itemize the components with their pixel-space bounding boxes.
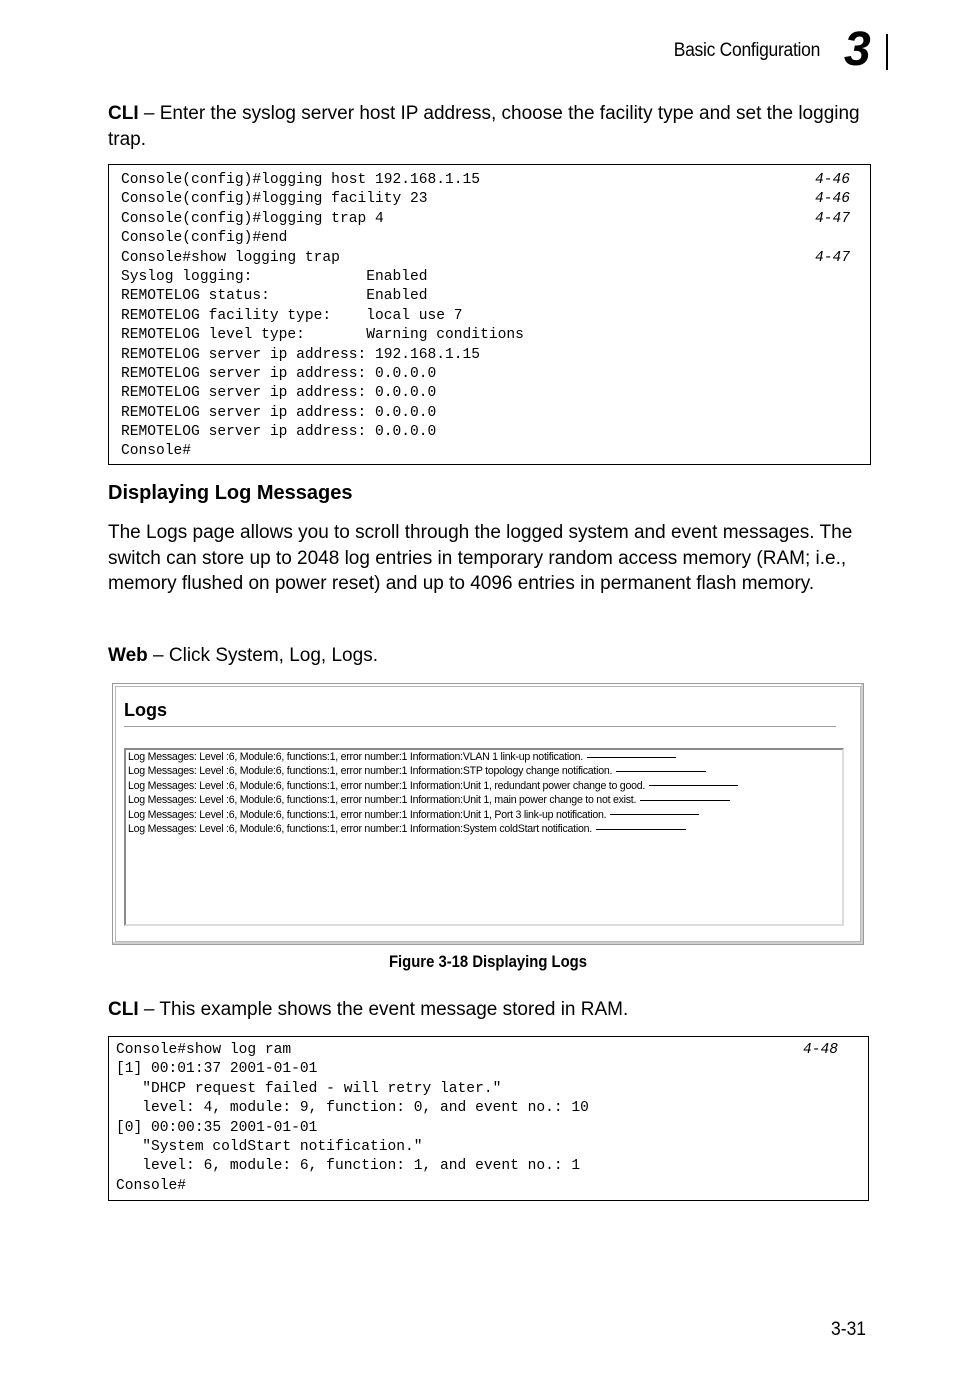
code-line <box>121 287 870 306</box>
chapter-rule <box>886 34 888 70</box>
page-number: 3-31 <box>831 1319 866 1340</box>
code-line <box>116 1060 868 1079</box>
code-text: REMOTELOG server ip address: 0.0.0.0 <box>121 385 437 402</box>
code-text: Console(config)#logging trap 4 <box>121 210 384 227</box>
code-text: REMOTELOG server ip address: 0.0.0.0 <box>121 404 437 421</box>
code-text: Console(config)#logging facility 23 <box>121 191 428 208</box>
code-text: Console#show log ram <box>116 1042 292 1058</box>
log-message-row[interactable] <box>126 793 842 807</box>
logs-screenshot <box>112 683 864 945</box>
code-line <box>116 1138 868 1157</box>
ram-cli-text: – This example shows the event message stored in RAM. <box>138 999 629 1020</box>
command-reference: 4-47 <box>815 210 851 227</box>
code-line <box>121 404 870 423</box>
body-paragraph: The Logs page allows you to scroll through the logged system and event messages. The switch can store up to 2048 log entries in temporary random access memory (RAM; i.e., memory flushed on power reset) and up to 4096 entries in permanent flash memory. <box>108 522 853 594</box>
code-text: Console# <box>116 1177 187 1194</box>
code-text: "DHCP request failed - will retry later." <box>116 1080 502 1097</box>
code-line <box>121 210 870 229</box>
code-text: [0] 00:00:35 2001-01-01 <box>116 1119 318 1136</box>
log-message-text: Log Messages: Level :6, Module:6, functions:1, error number:1 Information:Unit 1, main power change to not exist. <box>128 794 637 807</box>
code-line <box>121 384 870 403</box>
log-separator-line <box>649 785 738 786</box>
log-message-text: Log Messages: Level :6, Module:6, functions:1, error number:1 Information:STP topology change notification. <box>128 765 613 778</box>
code-line <box>121 171 870 190</box>
code-line <box>116 1157 868 1176</box>
code-line <box>121 326 870 345</box>
log-message-text: Log Messages: Level :6, Module:6, functions:1, error number:1 Information:Unit 1, Port 3 link-up notification. <box>128 808 607 821</box>
intro-cli-text: – Enter the syslog server host IP address, choose the facility type and set the logging trap. <box>108 103 860 150</box>
code-text: REMOTELOG server ip address: 192.168.1.15 <box>121 346 481 363</box>
log-separator-line <box>610 814 699 815</box>
code-text: REMOTELOG status: Enabled <box>121 288 428 305</box>
code-text: REMOTELOG server ip address: 0.0.0.0 <box>121 365 437 382</box>
log-message-row[interactable] <box>126 822 842 836</box>
code-line <box>121 307 870 326</box>
code-text: Console(config)#logging host 192.168.1.15 <box>121 172 481 188</box>
code-text: Console# <box>121 443 192 460</box>
code-text: "System coldStart notification." <box>116 1138 423 1155</box>
figure-caption: Figure 3-18 Displaying Logs <box>388 953 588 971</box>
running-header-title: Basic Configuration <box>673 40 820 61</box>
cli-label: CLI <box>108 103 139 124</box>
code-text: level: 6, module: 6, function: 1, and event no.: 1 <box>116 1158 581 1175</box>
code-text: Syslog logging: Enabled <box>121 268 428 285</box>
log-message-row[interactable] <box>126 764 842 778</box>
code-line <box>121 346 870 365</box>
logs-page-title: Logs <box>124 700 167 720</box>
log-separator-line <box>640 800 730 801</box>
code-line <box>116 1099 868 1118</box>
code-line <box>121 365 870 384</box>
code-text: REMOTELOG facility type: local use 7 <box>121 307 463 324</box>
code-text: [1] 00:01:37 2001-01-01 <box>116 1061 318 1078</box>
log-separator-line <box>587 757 676 758</box>
log-message-row[interactable] <box>126 779 842 793</box>
command-reference: 4-47 <box>815 249 851 266</box>
code-line <box>116 1119 868 1138</box>
section-heading: Displaying Log Messages <box>108 482 353 504</box>
code-line <box>116 1041 868 1060</box>
command-reference: 4-46 <box>815 191 851 208</box>
log-message-text: Log Messages: Level :6, Module:6, functions:1, error number:1 Information:System coldStart notification. <box>128 822 592 835</box>
intro-cli-paragraph <box>108 101 868 152</box>
command-reference: 4-48 <box>803 1042 839 1058</box>
log-message-text: Log Messages: Level :6, Module:6, functions:1, error number:1 Information:VLAN 1 link-up notification. <box>128 751 584 763</box>
code-text: level: 4, module: 9, function: 0, and event no.: 10 <box>116 1100 589 1117</box>
chapter-number: 3 <box>844 23 871 76</box>
code-block-logging-config <box>108 164 871 465</box>
log-message-row[interactable] <box>126 750 842 764</box>
title-divider <box>124 726 836 728</box>
code-line <box>121 442 870 461</box>
code-line <box>121 190 870 209</box>
command-reference: 4-46 <box>815 172 851 188</box>
code-text: REMOTELOG server ip address: 0.0.0.0 <box>121 424 437 441</box>
code-line <box>121 268 870 287</box>
log-separator-line <box>596 829 686 830</box>
code-line <box>116 1177 868 1196</box>
log-separator-line <box>616 771 706 772</box>
web-instruction <box>108 643 868 669</box>
cli-label: CLI <box>108 999 139 1020</box>
log-messages-listbox[interactable] <box>124 748 844 926</box>
log-message-row[interactable] <box>126 808 842 822</box>
code-text: REMOTELOG level type: Warning conditions <box>121 327 524 344</box>
code-line <box>121 249 870 268</box>
ram-cli-paragraph <box>108 997 868 1023</box>
code-text: Console#show logging trap <box>121 249 340 266</box>
code-text: Console(config)#end <box>121 230 288 247</box>
code-block-show-log-ram <box>108 1036 869 1201</box>
code-line <box>121 229 870 248</box>
log-message-text: Log Messages: Level :6, Module:6, functions:1, error number:1 Information:Unit 1, redundant power change to good. <box>128 779 646 792</box>
web-instruction-text: – Click System, Log, Logs. <box>147 645 378 666</box>
code-line <box>121 423 870 442</box>
code-line <box>116 1080 868 1099</box>
web-label: Web <box>108 645 148 666</box>
